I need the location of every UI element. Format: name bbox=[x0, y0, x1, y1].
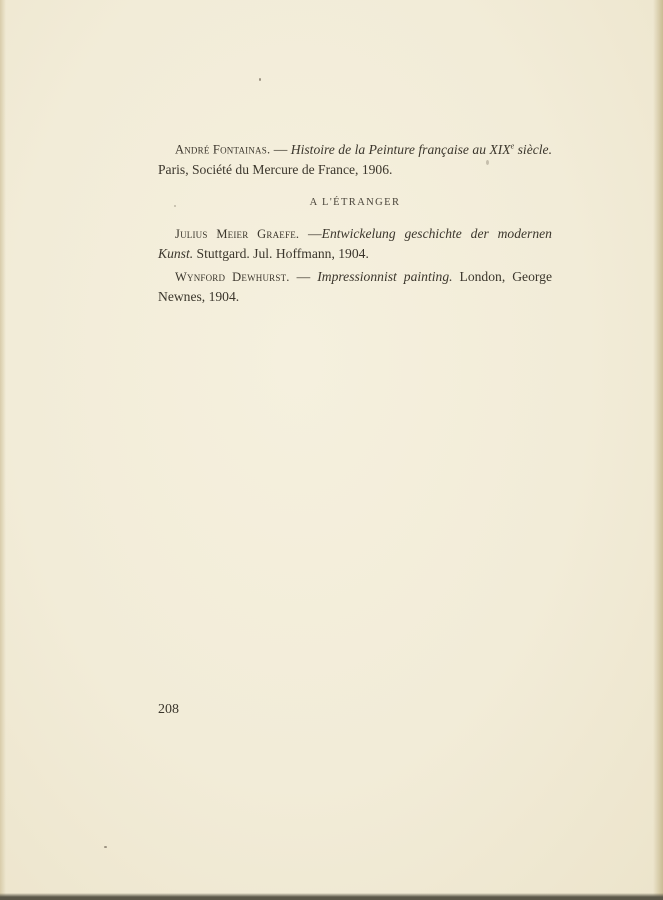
paper-speck bbox=[259, 78, 261, 81]
entry-separator: — bbox=[289, 268, 318, 284]
entry-title: Entwickelung geschichte der modernen Kunst. bbox=[158, 225, 552, 261]
paper-speck bbox=[104, 846, 107, 848]
entry-title-superscript: e bbox=[510, 141, 515, 150]
bibliography-text bbox=[158, 136, 552, 310]
entry-publication: Paris, Société du Mercure de France, 1906. bbox=[158, 161, 393, 177]
page-left-edge bbox=[0, 0, 6, 900]
entry-title bbox=[291, 142, 552, 157]
page-right-edge bbox=[653, 0, 663, 900]
entry-title-text: Histoire de la Peinture française au XIX bbox=[290, 141, 511, 157]
page-bottom-edge bbox=[0, 893, 663, 900]
entry-title-end: siècle. bbox=[514, 141, 552, 157]
section-heading: A L'ÉTRANGER bbox=[309, 196, 401, 208]
bibliography-entry bbox=[158, 136, 552, 179]
entry-publication: Stuttgard. Jul. Hoffmann, 1904. bbox=[193, 245, 369, 261]
entry-author: Wynford Dewhurst. bbox=[175, 269, 290, 284]
entry-title: Impressionnist painting. bbox=[317, 268, 453, 284]
page-number: 208 bbox=[158, 702, 179, 717]
entry-separator: — bbox=[270, 141, 291, 157]
bibliography-entry bbox=[158, 267, 552, 306]
entry-author: Julius Meier Graefe. bbox=[175, 226, 300, 241]
entry-publication: London, George Newnes, 1904. bbox=[158, 268, 552, 304]
entry-author: André Fontainas. bbox=[175, 142, 271, 157]
entry-separator: — bbox=[299, 225, 322, 241]
bibliography-entry bbox=[158, 224, 552, 263]
